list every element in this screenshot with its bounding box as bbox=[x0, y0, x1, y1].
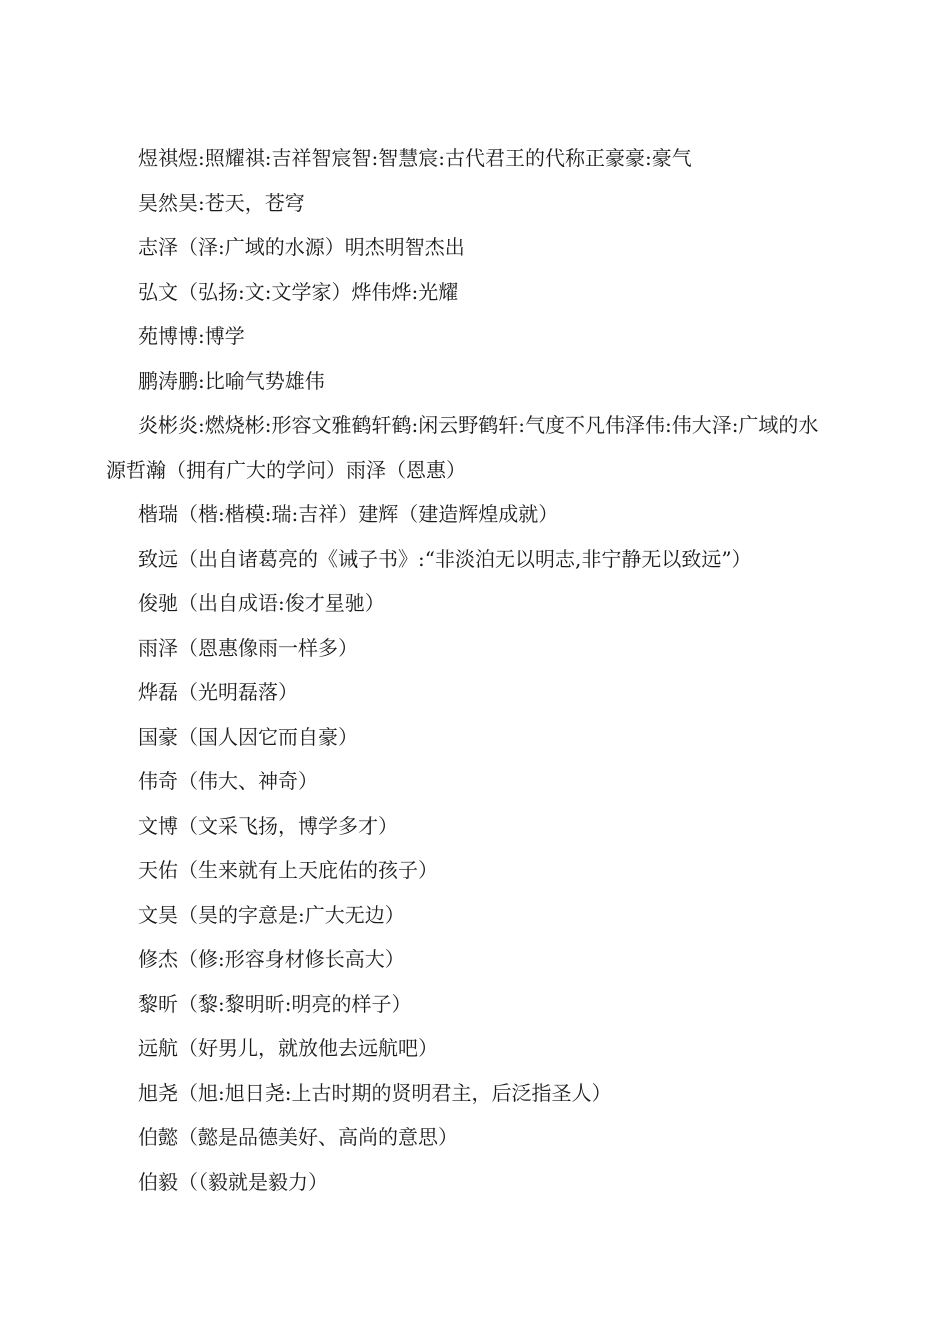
paragraph-1: 煜祺煜:照耀祺:吉祥智宸智:智慧宸:古代君王的代称正豪豪:豪气 bbox=[138, 146, 692, 170]
paragraph-4: 弘文（弘扬:文:文学家）烨伟烨:光耀 bbox=[138, 279, 459, 304]
paragraph-3: 志泽（泽:广域的水源）明杰明智杰出 bbox=[138, 235, 465, 259]
paragraph-10: 俊驰（出自成语:俊才星驰） bbox=[138, 591, 385, 615]
paragraph-8: 楷瑞（楷:楷模:瑞:吉祥）建辉（建造辉煌成就） bbox=[138, 502, 559, 526]
paragraph-6: 鹏涛鹏:比喻气势雄伟 bbox=[138, 368, 325, 393]
paragraph-11: 雨泽（恩惠像雨一样多） bbox=[138, 635, 358, 660]
paragraph-2: 昊然昊:苍天，苍穹 bbox=[138, 190, 305, 215]
paragraph-5: 苑博博:博学 bbox=[138, 324, 245, 348]
paragraph-15: 文博（文采飞扬，博学多才） bbox=[138, 813, 398, 838]
paragraph-7: 炎彬炎:燃烧彬:形容文雅鹤轩鹤:闲云野鹤轩:气度不凡伟泽伟:伟大泽:广域的水源哲瀚（拥有广大的学问）雨泽（恩惠） bbox=[106, 413, 819, 482]
paragraph-20: 远航（好男儿，就放他去远航吧） bbox=[138, 1036, 438, 1060]
paragraph-23: 伯毅（（毅就是毅力） bbox=[138, 1169, 328, 1194]
paragraph-17: 文昊（昊的字意是:广大无边） bbox=[138, 902, 405, 927]
paragraph-18: 修杰（修:形容身材修长高大） bbox=[138, 947, 405, 971]
paragraph-19: 黎昕（黎:黎明昕:明亮的样子） bbox=[138, 991, 412, 1016]
paragraph-13: 国豪（国人因它而自豪） bbox=[138, 724, 358, 749]
paragraph-14: 伟奇（伟大、神奇） bbox=[138, 769, 318, 793]
paragraph-16: 天佑（生来就有上天庇佑的孩子） bbox=[138, 858, 438, 882]
paragraph-22: 伯懿（懿是品德美好、高尚的意思） bbox=[138, 1125, 458, 1149]
paragraph-12: 烨磊（光明磊落） bbox=[138, 680, 298, 704]
paragraph-21: 旭尧（旭:旭日尧:上古时期的贤明君主，后泛指圣人） bbox=[138, 1080, 612, 1105]
paragraph-9: 致远（出自诸葛亮的《诫子书》:“非淡泊无以明志,非宁静无以致远”） bbox=[138, 546, 752, 571]
document-body bbox=[106, 136, 836, 1204]
